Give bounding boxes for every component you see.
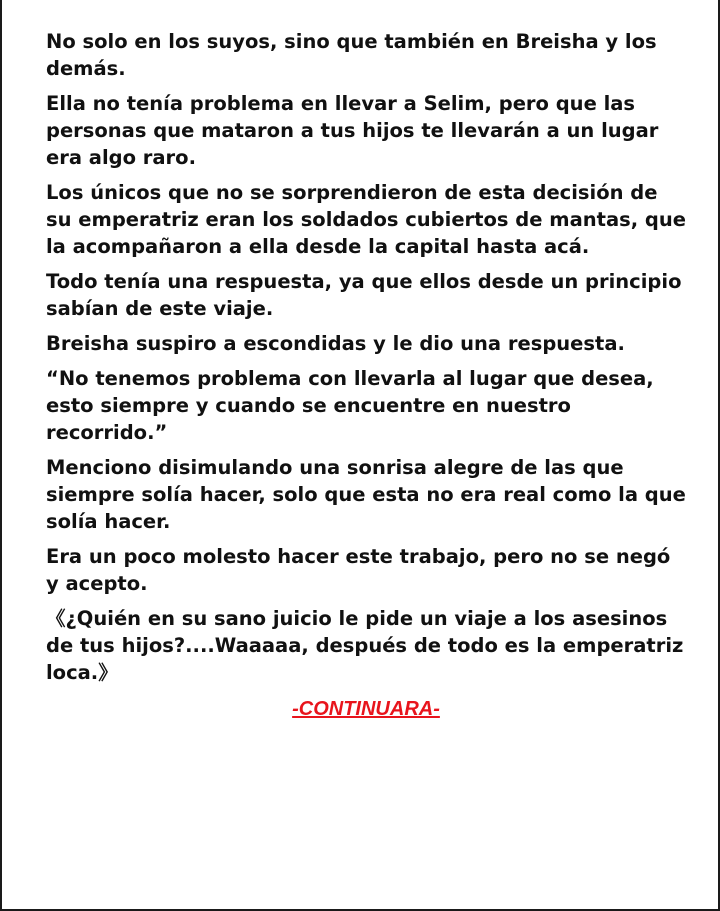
paragraph-2: Ella no tenía problema en llevar a Selim, pero que las personas que mataron a tus hijos te llevarán a un lugar era algo raro. (46, 92, 659, 169)
paragraph-9-thought: 《¿Quién en su sano juicio le pide un viaje a los asesinos de tus hijos?....Waaaaa, después de todo es la emperatriz loca.》 (46, 607, 684, 684)
paragraph-6-dialogue: “No tenemos problema con llevarla al lugar que desea, esto siempre y cuando se encuentre en nuestro recorrido.” (46, 367, 654, 444)
paragraph-5: Breisha suspiro a escondidas y le dio una respuesta. (46, 332, 625, 355)
story-text (46, 28, 686, 723)
paragraph-7: Menciono disimulando una sonrisa alegre de las que siempre solía hacer, solo que esta no era real como la que solía hacer. (46, 456, 686, 533)
paragraph-1: No solo en los suyos, sino que también en Breisha y los demás. (46, 30, 657, 80)
paragraph-4: Todo tenía una respuesta, ya que ellos desde un principio sabían de este viaje. (46, 270, 682, 320)
continuara-label: -CONTINUARA- (292, 698, 440, 720)
paragraph-3: Los únicos que no se sorprendieron de esta decisión de su emperatriz eran los soldados cubiertos de mantas, que la acompañaron a ella desde la capital hasta acá. (46, 181, 686, 258)
paragraph-8: Era un poco molesto hacer este trabajo, pero no se negó y acepto. (46, 545, 671, 595)
